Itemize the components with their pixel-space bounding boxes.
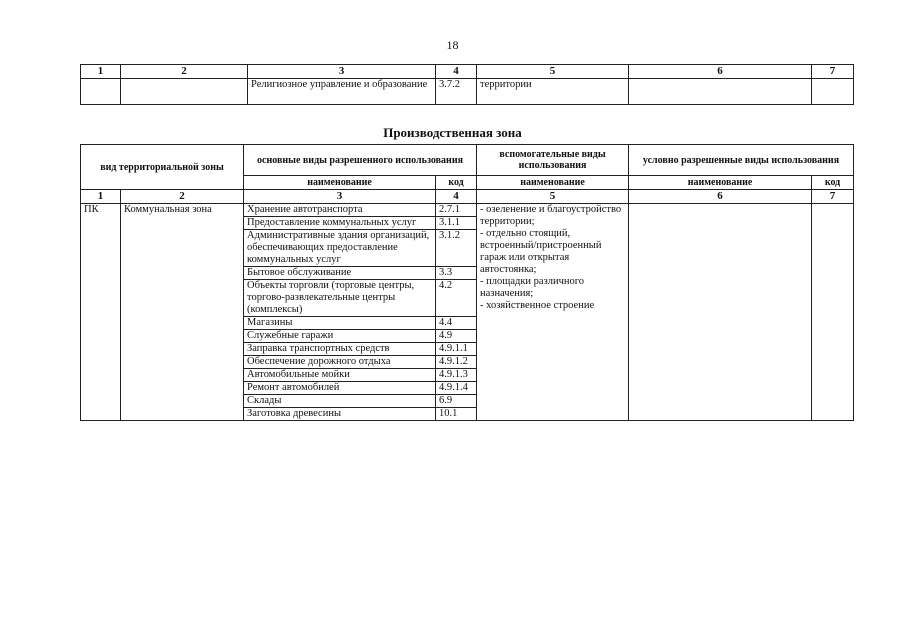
- page-number: 18: [446, 38, 459, 52]
- cond-name-cell: [629, 79, 812, 105]
- use-code-cell: 4.2: [436, 280, 477, 317]
- use-code-cell: 4.9.1.4: [436, 382, 477, 395]
- column-number: 5: [477, 190, 629, 204]
- column-number: 1: [81, 65, 121, 79]
- zone-name-cell: [121, 79, 248, 105]
- use-name-cell: Хранение автотранспорта: [244, 204, 436, 217]
- zone-type-header: вид территориальной зоны: [81, 145, 244, 190]
- use-code-cell: 4.9: [436, 330, 477, 343]
- use-name-cell: Административные здания организаций, обеспечивающих предоставление коммунальных услуг: [244, 230, 436, 267]
- use-code-cell: 10.1: [436, 408, 477, 421]
- cond-code-header: код: [812, 176, 854, 190]
- column-number-row: [81, 65, 854, 79]
- use-name-cell: Религиозное управление и образование: [248, 79, 436, 105]
- use-name-cell: Служебные гаражи: [244, 330, 436, 343]
- use-code-cell: 4.9.1.2: [436, 356, 477, 369]
- cond-name-header: наименование: [629, 176, 812, 190]
- cond-code-cell: [812, 79, 854, 105]
- use-code-cell: 4.4: [436, 317, 477, 330]
- aux-use-cell: территории: [477, 79, 629, 105]
- aux-name-header: наименование: [477, 176, 629, 190]
- column-number: 5: [477, 65, 629, 79]
- cond-uses-header: условно разрешенные виды использования: [629, 145, 854, 176]
- use-name-cell: Ремонт автомобилей: [244, 382, 436, 395]
- main-uses-header: основные виды разрешенного использования: [244, 145, 477, 176]
- use-name-cell: Обеспечение дорожного отдыха: [244, 356, 436, 369]
- use-code-cell: 4.9.1.3: [436, 369, 477, 382]
- use-name-cell: Заправка транспортных средств: [244, 343, 436, 356]
- use-name-cell: Магазины: [244, 317, 436, 330]
- column-number: 6: [629, 65, 812, 79]
- zone-name-cell: Коммунальная зона: [121, 204, 244, 421]
- zone-code-cell: ПК: [81, 204, 121, 421]
- use-name-cell: Бытовое обслуживание: [244, 267, 436, 280]
- use-code-cell: 4.9.1.1: [436, 343, 477, 356]
- zone-code-cell: [81, 79, 121, 105]
- aux-uses-header: вспомогательные виды использования: [477, 145, 629, 176]
- code-header: код: [436, 176, 477, 190]
- name-header: наименование: [244, 176, 436, 190]
- table-row: [81, 79, 854, 105]
- use-name-cell: Предоставление коммунальных услуг: [244, 217, 436, 230]
- column-number: 6: [629, 190, 812, 204]
- header-row: [81, 145, 854, 176]
- column-number: 7: [812, 65, 854, 79]
- use-name-cell: Объекты торговли (торговые центры, торгово-развлекательные центры (комплексы): [244, 280, 436, 317]
- use-code-cell: 3.7.2: [436, 79, 477, 105]
- use-code-cell: 3.1.1: [436, 217, 477, 230]
- use-name-cell: Склады: [244, 395, 436, 408]
- use-code-cell: 3.3: [436, 267, 477, 280]
- use-code-cell: 3.1.2: [436, 230, 477, 267]
- column-number: 4: [436, 190, 477, 204]
- table-row: [81, 204, 854, 217]
- column-number: 2: [121, 190, 244, 204]
- use-code-cell: 6.9: [436, 395, 477, 408]
- column-number: 2: [121, 65, 248, 79]
- cond-code-cell: [812, 204, 854, 421]
- column-number: 3: [248, 65, 436, 79]
- aux-use-cell: - озеленение и благоустройство территории; - отдельно стоящий, встроенный/пристроенный гараж или открытая автостоянка; - площадки различного назначения; - хозяйственное строение: [477, 204, 629, 421]
- use-name-cell: Заготовка древесины: [244, 408, 436, 421]
- use-code-cell: 2.7.1: [436, 204, 477, 217]
- column-number: 7: [812, 190, 854, 204]
- column-number-row: [81, 190, 854, 204]
- continuation-table: [80, 64, 854, 105]
- cond-name-cell: [629, 204, 812, 421]
- zone-title: Производственная зона: [383, 125, 522, 140]
- column-number: 1: [81, 190, 121, 204]
- zone-table: [80, 144, 854, 421]
- use-name-cell: Автомобильные мойки: [244, 369, 436, 382]
- column-number: 4: [436, 65, 477, 79]
- column-number: 3: [244, 190, 436, 204]
